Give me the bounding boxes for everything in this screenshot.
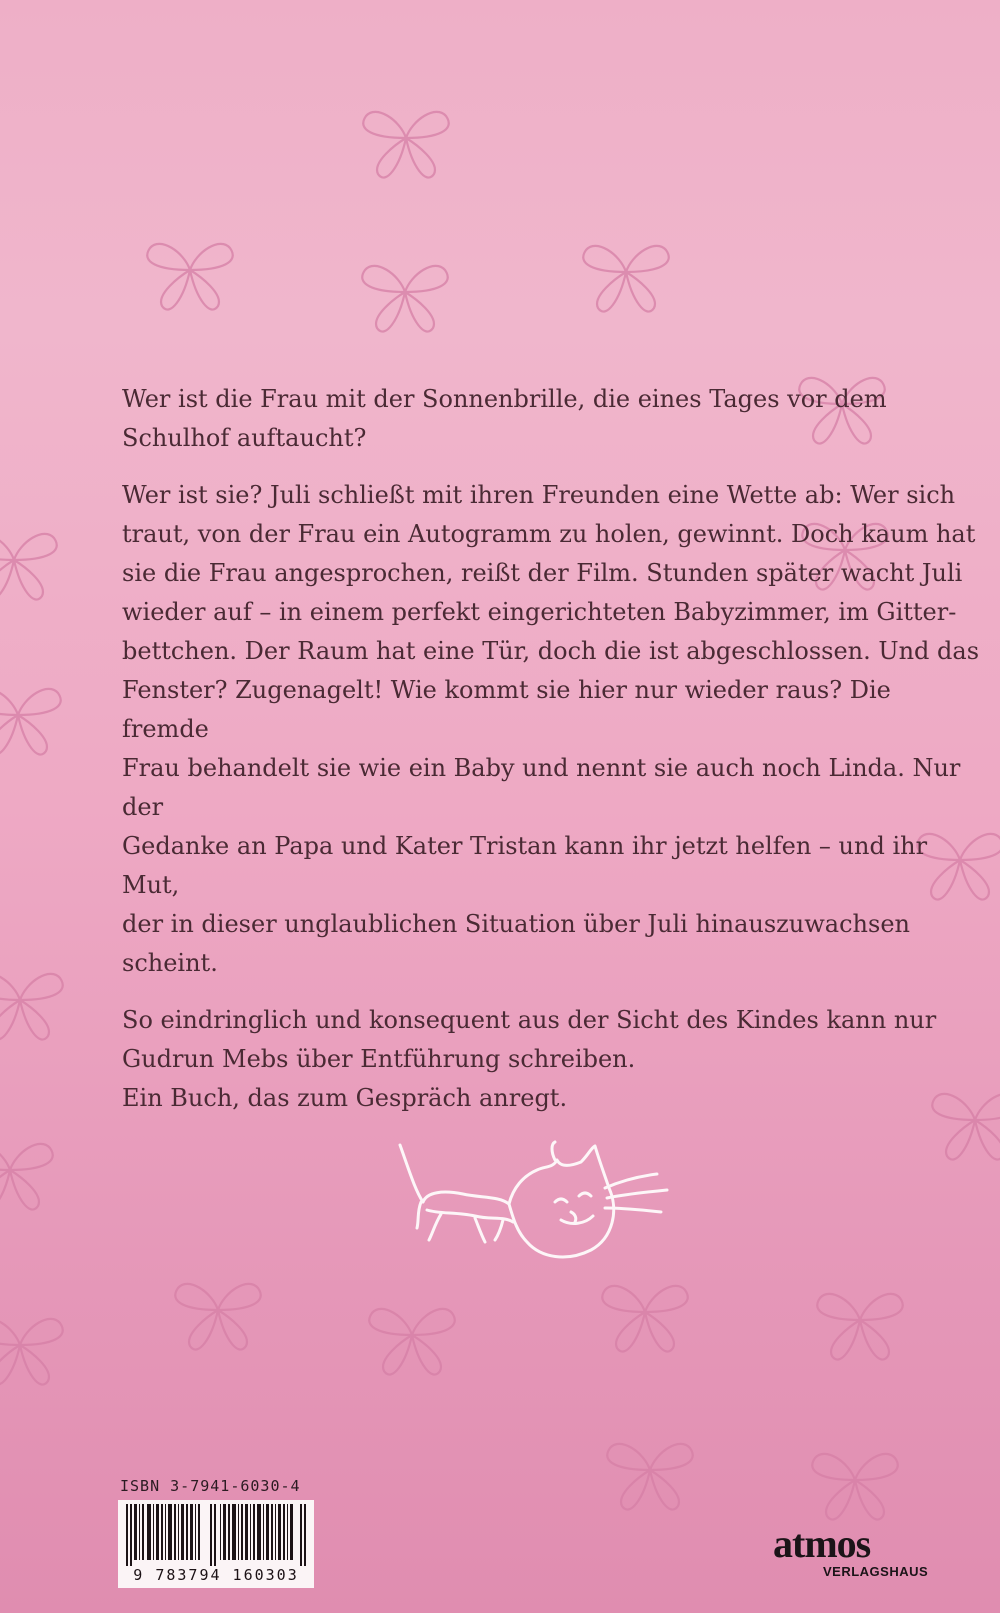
cat-drawing-icon: [395, 1140, 715, 1290]
barcode-digits: 9 783794 160303: [133, 1566, 299, 1584]
blurb-paragraph-3: So eindringlich und konsequent aus der Sicht des Kindes kann nur Gudrun Mebs über Entführung schreiben. Ein Buch, das zum Gespräch anregt.: [122, 1006, 937, 1112]
blurb-paragraph-2: Wer ist sie? Juli schließt mit ihren Freunden eine Wette ab: Wer sich traut, von der Frau ein Autogramm zu holen, gewinnt. Doch kaum hat sie die Frau angesprochen, reißt der Film. Stunden später wacht Juli wieder auf – in einem perfekt eingerichteten Babyzimmer, im Gitter- bettchen. Der Raum hat eine Tür, doch die ist abgeschlossen. Und das Fenster? Zugenagelt! Wie kommt sie hier nur wieder raus? Die fremde Frau behandelt sie wie ein Baby und nennt sie auch noch Linda. Nur der Gedanke an Papa und Kater Tristan kann ihr jetzt helfen – und ihr Mut, der in dieser unglaublichen Situation über Juli hinauszuwachsen scheint.: [122, 481, 980, 977]
publisher-logo-word: atmos: [773, 1521, 871, 1566]
blurb-paragraph-1: Wer ist die Frau mit der Sonnenbrille, die eines Tages vor dem Schulhof auftaucht?: [122, 385, 887, 452]
barcode: [118, 1500, 314, 1588]
blurb-text: [122, 380, 982, 1136]
publisher-logo-subtitle: VERLAGSHAUS: [823, 1564, 929, 1579]
isbn-label: ISBN 3-7941-6030-4: [120, 1477, 301, 1495]
publisher-logo: [773, 1520, 973, 1590]
barcode-bars: [124, 1504, 308, 1566]
